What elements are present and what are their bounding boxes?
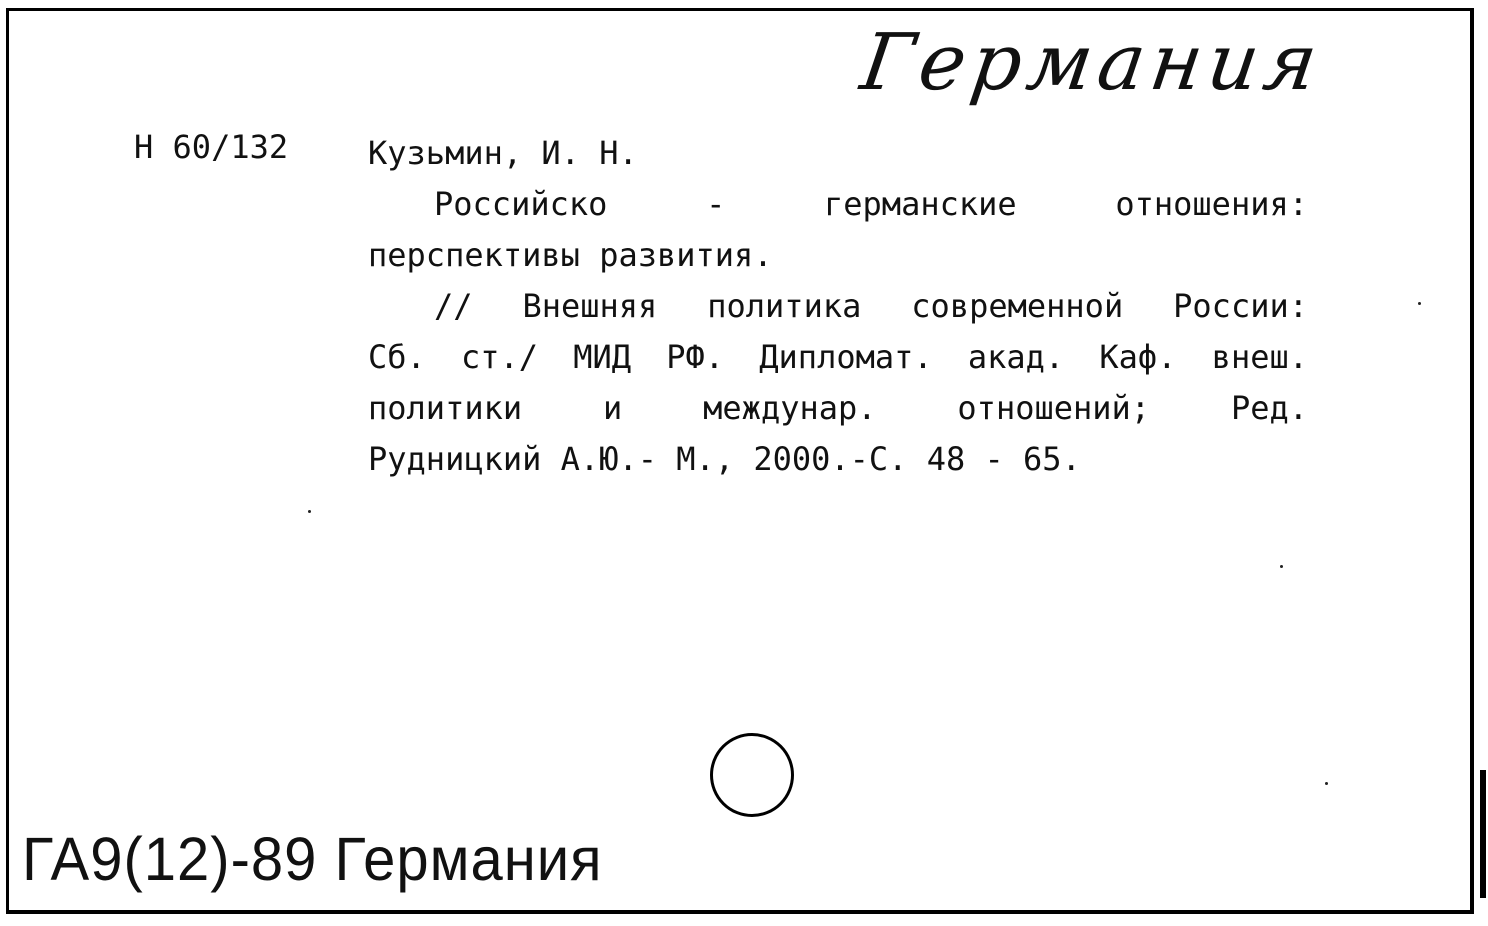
author-line: Кузьмин, И. Н. [368,134,638,172]
source-line-4: Рудницкий А.Ю.- М., 2000.-С. 48 - 65. [368,440,1081,478]
shelfmark: Н 60/132 [134,128,289,166]
card-punch-hole [710,733,794,817]
scan-speck [308,510,311,513]
source-line-3: политики и междунар. отношений; Ред. [368,389,1308,427]
source-line-1: // Внешняя политика современной России: [434,287,1308,325]
card-edge-mark [1480,770,1486,898]
handwritten-subject-heading: Германия [855,18,1329,108]
scan-speck [1280,565,1283,568]
bibliographic-record [368,128,1308,485]
title-line-2: перспективы развития. [368,236,773,274]
scan-speck [1418,302,1421,305]
title-line-1: Российско - германские отношения: [434,185,1308,223]
scan-speck [1325,782,1328,785]
source-line-2: Сб. ст./ МИД РФ. Дипломат. акад. Каф. внеш. [368,338,1308,376]
handwritten-classification: ГА9(12)-89 Германия [22,825,603,894]
